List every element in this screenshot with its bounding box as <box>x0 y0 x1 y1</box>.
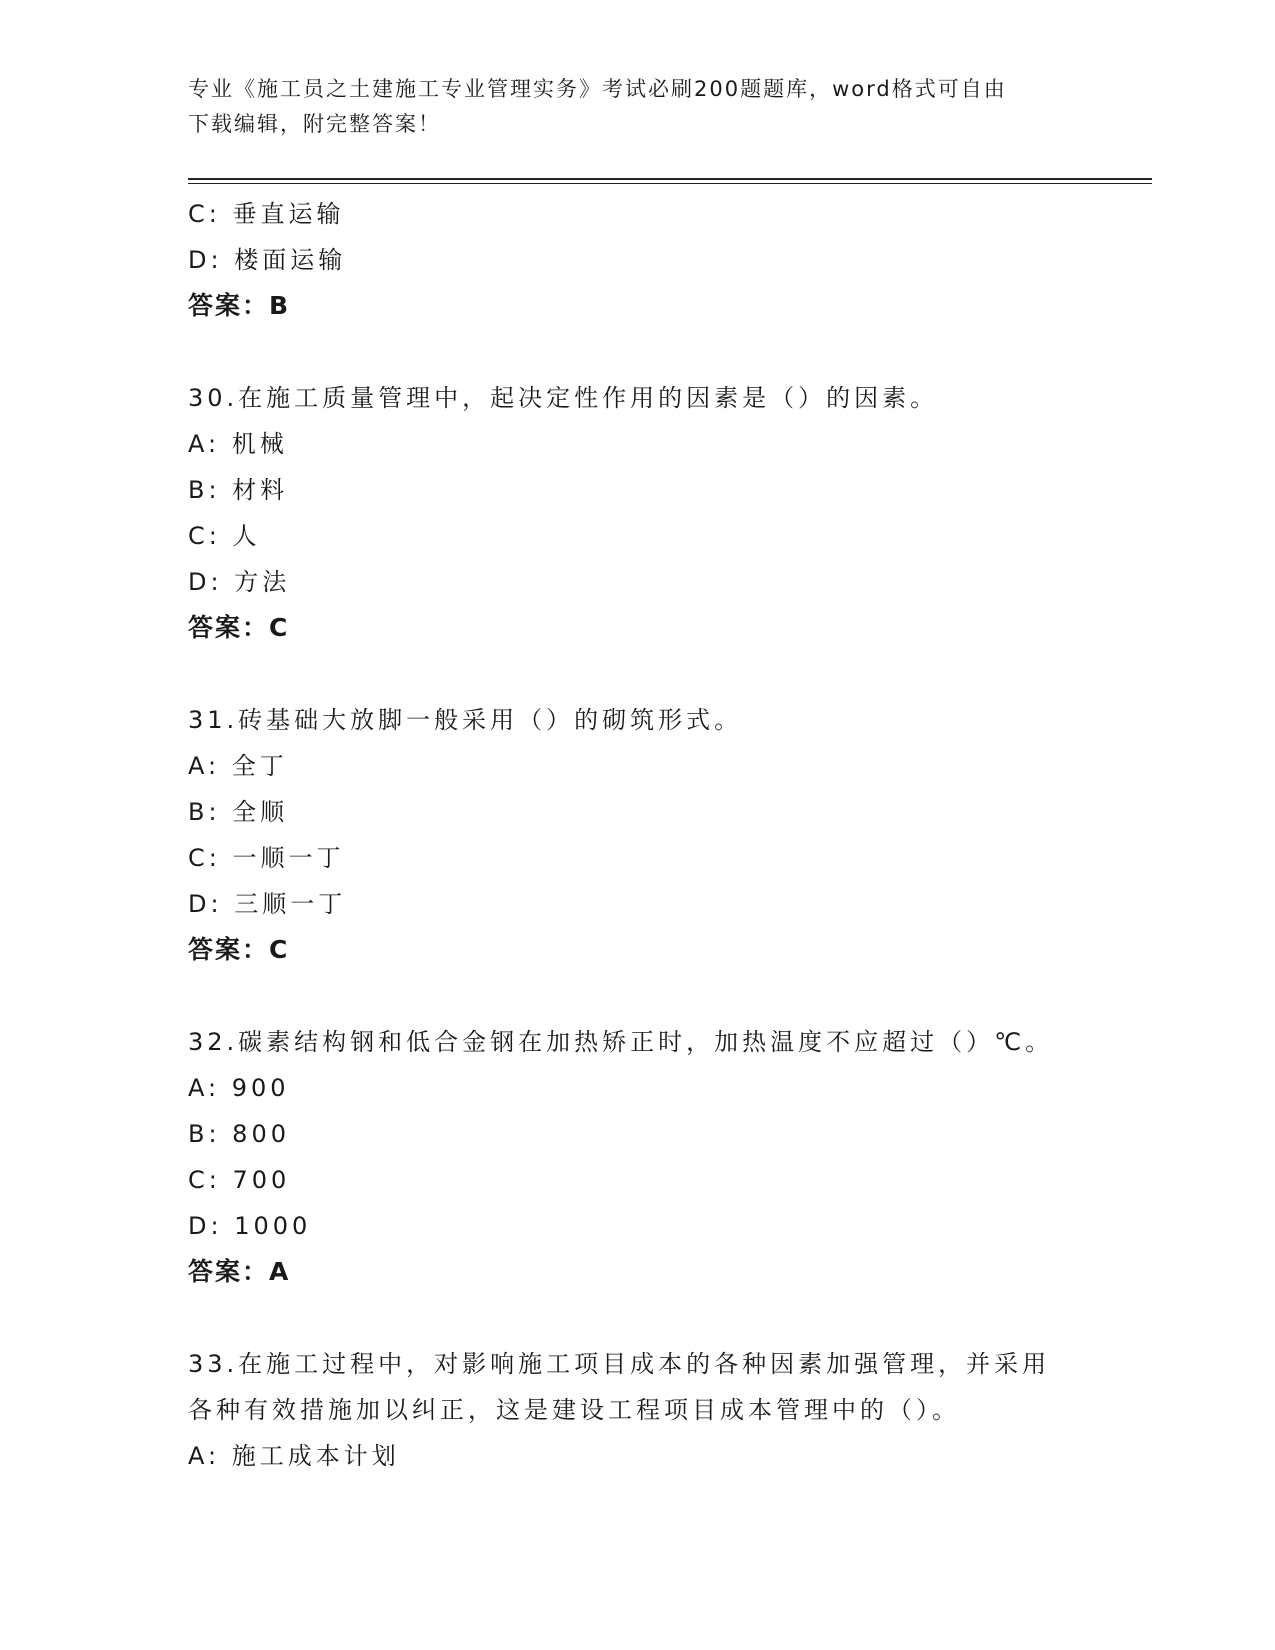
question-block-prev <box>188 191 1128 329</box>
option-b: B: 800 <box>188 1120 290 1148</box>
document-header <box>188 72 1088 142</box>
question-list <box>188 191 1128 1479</box>
question-text: 31.砖基础大放脚一般采用（）的砌筑形式。 <box>188 706 743 734</box>
answer-line: 答案：B <box>188 291 291 320</box>
option-d: D: 1000 <box>188 1212 312 1240</box>
header-line-2: 下载编辑，附完整答案！ <box>188 112 441 136</box>
answer-line: 答案：C <box>188 935 290 964</box>
option-c: C: 一顺一丁 <box>188 844 345 872</box>
option-c: C: 垂直运输 <box>188 200 345 228</box>
question-block-32 <box>188 1019 1128 1295</box>
option-a: A: 施工成本计划 <box>188 1442 400 1470</box>
option-a: A: 900 <box>188 1074 290 1102</box>
option-c: C: 700 <box>188 1166 291 1194</box>
option-d: D: 三顺一丁 <box>188 890 347 918</box>
option-a: A: 全丁 <box>188 752 288 780</box>
answer-line: 答案：A <box>188 1257 291 1286</box>
option-d: D: 楼面运输 <box>188 246 347 274</box>
question-text-line-2: 各种有效措施加以纠正，这是建设工程项目成本管理中的（）。 <box>188 1396 960 1424</box>
header-divider-bottom <box>188 183 1152 184</box>
option-c: C: 人 <box>188 522 261 550</box>
question-block-31 <box>188 697 1128 973</box>
question-text-line-1: 33.在施工过程中，对影响施工项目成本的各种因素加强管理，并采用 <box>188 1350 1051 1378</box>
option-b: B: 材料 <box>188 476 289 504</box>
question-block-30 <box>188 375 1128 651</box>
question-text: 32.碳素结构钢和低合金钢在加热矫正时，加热温度不应超过（）℃。 <box>188 1028 1054 1056</box>
option-d: D: 方法 <box>188 568 291 596</box>
option-b: B: 全顺 <box>188 798 289 826</box>
header-line-1: 专业《施工员之土建施工专业管理实务》考试必刷200题题库，word格式可自由 <box>188 77 1007 101</box>
option-a: A: 机械 <box>188 430 288 458</box>
answer-line: 答案：C <box>188 613 290 642</box>
header-divider-top <box>188 178 1152 180</box>
question-text: 30.在施工质量管理中，起决定性作用的因素是（）的因素。 <box>188 384 939 412</box>
question-block-33 <box>188 1341 1128 1479</box>
